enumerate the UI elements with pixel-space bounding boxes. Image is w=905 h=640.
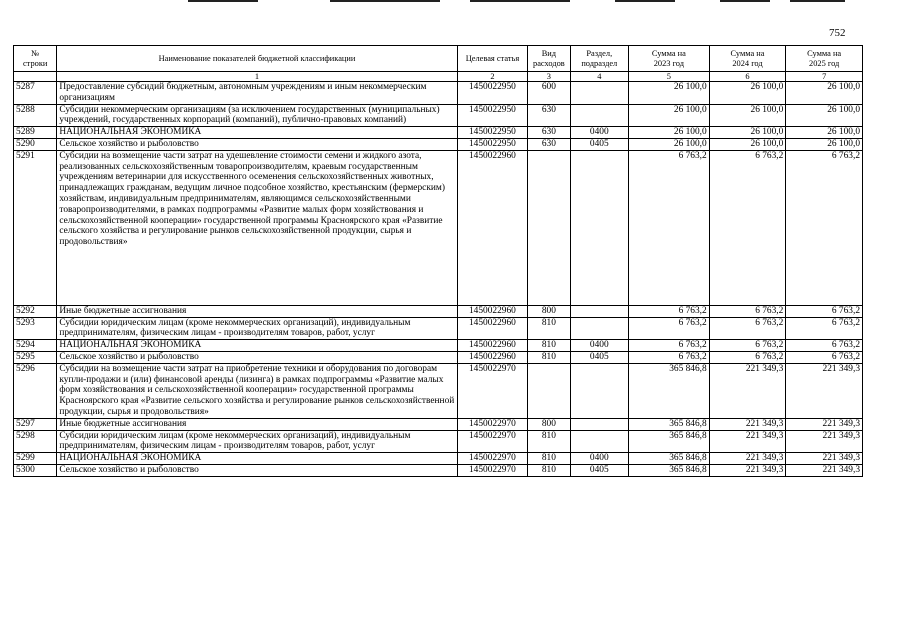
- top-scan-rule: [720, 0, 770, 2]
- row-sum-2024: 221 349,3: [709, 464, 786, 476]
- header-name: [57, 46, 457, 72]
- table-row: [14, 418, 863, 430]
- page-number: 752: [829, 27, 846, 39]
- row-name: Субсидии на возмещение части затрат на удешевление стоимости семени и жидкого азота, реализованных сельскохозяйственным товаропроизводителям, краевым государственным учреждениям ветеринарии для искусственного осеменения сельскохозяйственных животных, принадлежащих гражданам, ведущим личное подсобное хозяйство, крестьянским (фермерским) хозяйствам, индивидуальным предпринимателям, являющимся сельскохозяйственными товаропроизводителями, в рамках подпрограммы «Развитие малых форм хозяйствования и сельскохозяйственной кооперации» государственной программы Красноярского края «Развитие сельского хозяйства и регулирование рынков сельскохозяйственной продукции, сырья и продовольствия»: [57, 150, 457, 305]
- header-text: № строки: [22, 48, 48, 68]
- row-name: Сельское хозяйство и рыболовство: [57, 351, 457, 363]
- header-sum-2023: [629, 46, 710, 72]
- table-header-row: [14, 46, 863, 72]
- row-target-article: 1450022970: [457, 430, 528, 453]
- row-target-article: 1450022960: [457, 150, 528, 305]
- row-name: НАЦИОНАЛЬНАЯ ЭКОНОМИКА: [57, 127, 457, 139]
- table-row: [14, 127, 863, 139]
- row-number: 5290: [14, 138, 57, 150]
- row-section: 0405: [570, 464, 628, 476]
- header-text: Наименование показателей бюджетной классификации: [158, 53, 356, 63]
- row-number: 5287: [14, 82, 57, 105]
- header-text: Раздел, подраздел: [581, 48, 618, 68]
- row-sum-2025: 26 100,0: [786, 82, 863, 105]
- header-row-no: [14, 46, 57, 72]
- row-target-article: 1450022960: [457, 340, 528, 352]
- table-row: [14, 150, 863, 305]
- header-expense-type: [528, 46, 570, 72]
- column-index-row: [14, 72, 863, 82]
- row-sum-2023: 365 846,8: [629, 430, 710, 453]
- row-sum-2023: 26 100,0: [629, 138, 710, 150]
- row-sum-2023: 26 100,0: [629, 82, 710, 105]
- row-sum-2023: 6 763,2: [629, 340, 710, 352]
- row-number: 5293: [14, 317, 57, 340]
- row-name: Сельское хозяйство и рыболовство: [57, 138, 457, 150]
- row-expense-type: 630: [528, 127, 570, 139]
- column-index: [14, 72, 57, 82]
- column-index: 7: [786, 72, 863, 82]
- table-row: [14, 138, 863, 150]
- row-sum-2023: 6 763,2: [629, 351, 710, 363]
- row-section: [570, 317, 628, 340]
- row-sum-2023: 365 846,8: [629, 363, 710, 418]
- row-sum-2025: 221 349,3: [786, 430, 863, 453]
- row-sum-2025: 6 763,2: [786, 340, 863, 352]
- row-number: 5299: [14, 453, 57, 465]
- table-row: [14, 351, 863, 363]
- row-sum-2024: 221 349,3: [709, 430, 786, 453]
- row-target-article: 1450022950: [457, 82, 528, 105]
- row-sum-2024: 26 100,0: [709, 138, 786, 150]
- row-section: [570, 418, 628, 430]
- row-sum-2023: 6 763,2: [629, 317, 710, 340]
- table-row: [14, 464, 863, 476]
- row-expense-type: 810: [528, 430, 570, 453]
- row-sum-2025: 6 763,2: [786, 305, 863, 317]
- row-sum-2023: 365 846,8: [629, 453, 710, 465]
- header-text: Вид расходов: [533, 48, 565, 68]
- row-name: НАЦИОНАЛЬНАЯ ЭКОНОМИКА: [57, 453, 457, 465]
- row-target-article: 1450022960: [457, 305, 528, 317]
- header-sum-2024: [709, 46, 786, 72]
- row-name: Сельское хозяйство и рыболовство: [57, 464, 457, 476]
- row-expense-type: 810: [528, 464, 570, 476]
- row-name: НАЦИОНАЛЬНАЯ ЭКОНОМИКА: [57, 340, 457, 352]
- row-expense-type: 630: [528, 104, 570, 127]
- row-sum-2025: 221 349,3: [786, 453, 863, 465]
- row-expense-type: 630: [528, 138, 570, 150]
- row-target-article: 1450022970: [457, 464, 528, 476]
- row-target-article: 1450022950: [457, 104, 528, 127]
- row-number: 5291: [14, 150, 57, 305]
- row-sum-2024: 26 100,0: [709, 127, 786, 139]
- header-text: Целевая статья: [465, 53, 520, 63]
- row-number: 5297: [14, 418, 57, 430]
- column-index: 4: [570, 72, 628, 82]
- row-section: [570, 82, 628, 105]
- row-target-article: 1450022950: [457, 138, 528, 150]
- row-section: [570, 430, 628, 453]
- row-target-article: 1450022970: [457, 418, 528, 430]
- header-section: [570, 46, 628, 72]
- row-sum-2024: 221 349,3: [709, 453, 786, 465]
- row-section: 0405: [570, 351, 628, 363]
- column-index: 1: [57, 72, 457, 82]
- row-sum-2024: 26 100,0: [709, 104, 786, 127]
- row-sum-2023: 6 763,2: [629, 150, 710, 305]
- row-name: Субсидии юридическим лицам (кроме некоммерческих организаций), индивидуальным предпринимателям, физическим лицам - производителям товаров, работ, услуг: [57, 317, 457, 340]
- row-section: 0400: [570, 340, 628, 352]
- column-index: 5: [629, 72, 710, 82]
- table-row: [14, 104, 863, 127]
- row-target-article: 1450022960: [457, 351, 528, 363]
- row-expense-type: 810: [528, 453, 570, 465]
- row-sum-2025: 26 100,0: [786, 138, 863, 150]
- row-target-article: 1450022960: [457, 317, 528, 340]
- table-row: [14, 453, 863, 465]
- row-sum-2025: 221 349,3: [786, 363, 863, 418]
- table-row: [14, 82, 863, 105]
- row-expense-type: 600: [528, 82, 570, 105]
- row-sum-2024: 6 763,2: [709, 340, 786, 352]
- row-sum-2024: 221 349,3: [709, 418, 786, 430]
- row-sum-2025: 221 349,3: [786, 464, 863, 476]
- row-sum-2023: 26 100,0: [629, 104, 710, 127]
- row-number: 5298: [14, 430, 57, 453]
- header-text: Сумма на 2023 год: [651, 48, 686, 68]
- row-name: Субсидии юридическим лицам (кроме некоммерческих организаций), индивидуальным предпринимателям, физическим лицам - производителям товаров, работ, услуг: [57, 430, 457, 453]
- row-expense-type: 800: [528, 418, 570, 430]
- row-expense-type: [528, 150, 570, 305]
- header-sum-2025: [786, 46, 863, 72]
- row-sum-2024: 6 763,2: [709, 150, 786, 305]
- row-sum-2023: 6 763,2: [629, 305, 710, 317]
- row-name: Предоставление субсидий бюджетным, автономным учреждениям и иным некоммерческим организациям: [57, 82, 457, 105]
- header-text: Сумма на 2024 год: [730, 48, 765, 68]
- column-index: 6: [709, 72, 786, 82]
- row-expense-type: [528, 363, 570, 418]
- row-section: 0405: [570, 138, 628, 150]
- table-row: [14, 430, 863, 453]
- column-index: 3: [528, 72, 570, 82]
- table-body: [14, 82, 863, 477]
- row-target-article: 1450022970: [457, 363, 528, 418]
- row-number: 5289: [14, 127, 57, 139]
- row-sum-2025: 26 100,0: [786, 104, 863, 127]
- row-sum-2025: 6 763,2: [786, 351, 863, 363]
- row-name: Субсидии на возмещение части затрат на приобретение техники и оборудования по договорам купли-продажи и (или) финансовой аренды (лизинга) в рамках подпрограммы «Развитие малых форм хозяйствования и сельскохозяйственной кооперации» государственной программы Красноярского края «Развитие сельского хозяйства и регулирование рынков сельскохозяйственной продукции, сырья и продовольствия»: [57, 363, 457, 418]
- table-row: [14, 340, 863, 352]
- budget-table: [13, 45, 863, 477]
- row-section: [570, 305, 628, 317]
- row-number: 5295: [14, 351, 57, 363]
- row-sum-2024: 6 763,2: [709, 305, 786, 317]
- row-expense-type: 810: [528, 317, 570, 340]
- column-index: 2: [457, 72, 528, 82]
- header-target: [457, 46, 528, 72]
- header-text: Сумма на 2025 год: [807, 48, 842, 68]
- top-scan-rule: [790, 0, 845, 2]
- table-row: [14, 363, 863, 418]
- row-target-article: 1450022970: [457, 453, 528, 465]
- row-sum-2024: 26 100,0: [709, 82, 786, 105]
- top-scan-rule: [330, 0, 440, 2]
- row-number: 5294: [14, 340, 57, 352]
- row-section: [570, 104, 628, 127]
- top-scan-rule: [470, 0, 570, 2]
- row-name: Субсидии некоммерческим организациям (за исключением государственных (муниципальных) учреждений, государственных корпораций (компаний), публично-правовых компаний): [57, 104, 457, 127]
- top-scan-rule: [615, 0, 675, 2]
- top-scan-rule: [188, 0, 258, 2]
- row-expense-type: 800: [528, 305, 570, 317]
- row-sum-2023: 26 100,0: [629, 127, 710, 139]
- row-sum-2023: 365 846,8: [629, 418, 710, 430]
- table-row: [14, 305, 863, 317]
- row-number: 5300: [14, 464, 57, 476]
- row-section: 0400: [570, 453, 628, 465]
- row-sum-2024: 6 763,2: [709, 351, 786, 363]
- row-name: Иные бюджетные ассигнования: [57, 418, 457, 430]
- row-number: 5296: [14, 363, 57, 418]
- row-sum-2024: 221 349,3: [709, 363, 786, 418]
- row-expense-type: 810: [528, 351, 570, 363]
- row-sum-2023: 365 846,8: [629, 464, 710, 476]
- row-expense-type: 810: [528, 340, 570, 352]
- row-section: [570, 150, 628, 305]
- row-section: 0400: [570, 127, 628, 139]
- row-sum-2025: 6 763,2: [786, 317, 863, 340]
- row-number: 5292: [14, 305, 57, 317]
- row-sum-2025: 221 349,3: [786, 418, 863, 430]
- table-row: [14, 317, 863, 340]
- row-sum-2024: 6 763,2: [709, 317, 786, 340]
- row-section: [570, 363, 628, 418]
- row-target-article: 1450022950: [457, 127, 528, 139]
- row-number: 5288: [14, 104, 57, 127]
- row-sum-2025: 26 100,0: [786, 127, 863, 139]
- row-sum-2025: 6 763,2: [786, 150, 863, 305]
- row-name: Иные бюджетные ассигнования: [57, 305, 457, 317]
